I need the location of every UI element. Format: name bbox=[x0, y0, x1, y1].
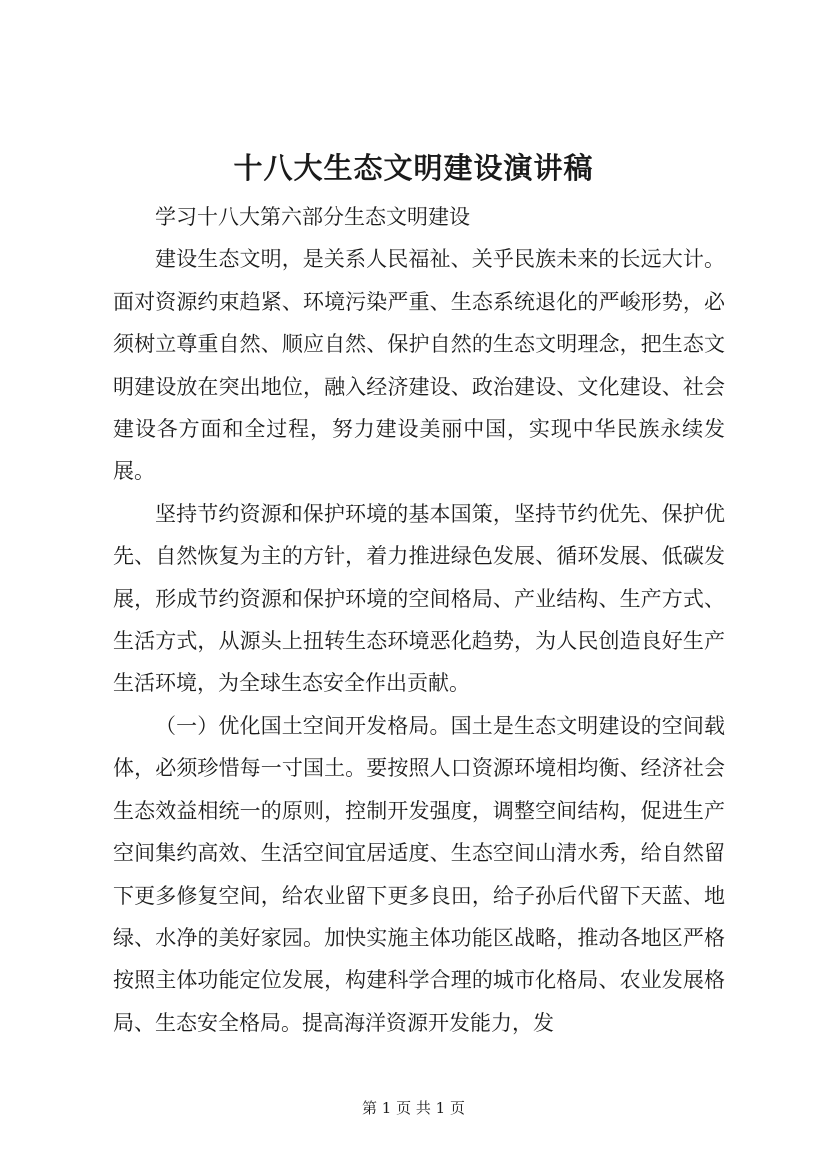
paragraph-3: （一）优化国土空间开发格局。国土是生态文明建设的空间载体，必须珍惜每一寸国土。要按照人口资源环境相均衡、经济社会生态效益相统一的原则，控制开发强度，调整空间结构，促进生产空间集约高效、生活空间宜居适度、生态空间山清水秀，给自然留下更多修复空间，给农业留下更多良田，给子孙后代留下天蓝、地绿、水净的美好家园。加快实施主体功能区战略，推动各地区严格按照主体功能定位发展，构建科学合理的城市化格局、农业发展格局、生态安全格局。提高海洋资源开发能力，发 bbox=[113, 713, 725, 1035]
page-footer: 第 1 页 共 1 页 bbox=[362, 1099, 465, 1117]
paragraph-subtitle: 学习十八大第六部分生态文明建设 bbox=[155, 205, 470, 229]
document-body bbox=[113, 196, 725, 1044]
document-title: 十八大生态文明建设演讲稿 bbox=[233, 151, 594, 185]
paragraph-1: 建设生态文明，是关系人民福祉、关乎民族未来的长远大计。面对资源约束趋紧、环境污染严重、生态系统退化的严峻形势，必须树立尊重自然、顺应自然、保护自然的生态文明理念，把生态文明建设放在突出地位，融入经济建设、政治建设、文化建设、社会建设各方面和全过程，努力建设美丽中国，实现中华民族永续发展。 bbox=[113, 247, 725, 484]
paragraph-2: 坚持节约资源和保护环境的基本国策，坚持节约优先、保护优先、自然恢复为主的方针，着力推进绿色发展、循环发展、低碳发展，形成节约资源和保护环境的空间格局、产业结构、生产方式、生活方式，从源头上扭转生态环境恶化趋势，为人民创造良好生产生活环境，为全球生态安全作出贡献。 bbox=[113, 501, 725, 696]
